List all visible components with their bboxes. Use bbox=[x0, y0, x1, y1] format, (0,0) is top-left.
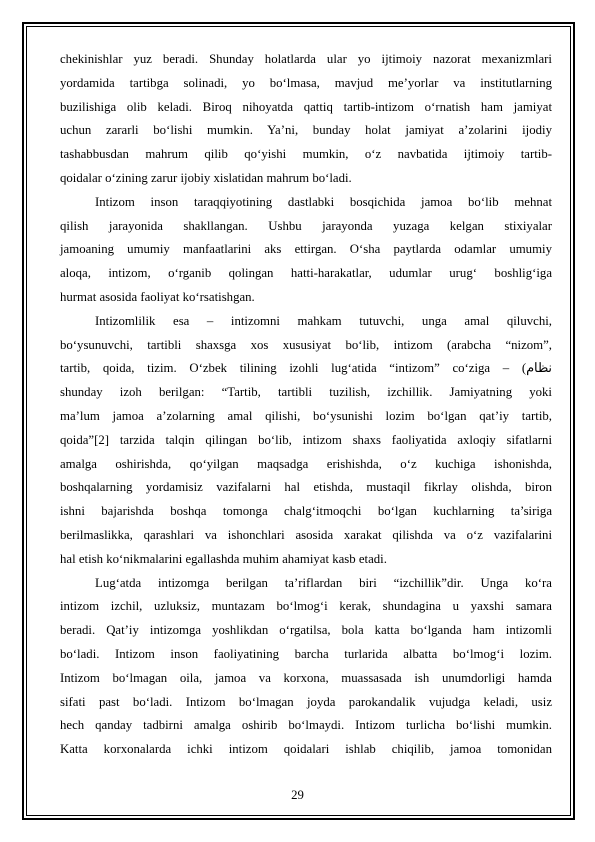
text-line: hurmat asosida faoliyat ko‘rsatishgan. bbox=[60, 289, 255, 304]
text-line: yordamida tartibga solinadi, yo bo‘lmasa, mavjud me’yorlar va institutlarning bbox=[60, 75, 552, 90]
page-number: 29 bbox=[291, 788, 304, 802]
text-line: buzilishiga olib keladi. Biroq nihoyatda qattiq tartib-intizom o‘rnatish ham jamiyat bbox=[60, 99, 552, 114]
text-line: qilish jarayonida shakllangan. Ushbu jarayonda yuzaga kelgan stixiyalar bbox=[60, 218, 552, 233]
text-line: hech qanday tadbirni amalga oshirib bo‘lmaydi. Intizom turlicha bo‘lishi mumkin. bbox=[60, 718, 552, 733]
text-line: ishni bajarishda boshqa tomonga chalg‘itmoqchi bo‘lgan kuchlarning ta’siriga bbox=[60, 504, 552, 519]
text-line: bo‘ladi. Intizom inson faoliyatining barcha turlarida albatta bo‘lmog‘i lozim. bbox=[60, 646, 552, 661]
text-line: Intizom bo‘lmagan oila, jamoa va korxona, muassasada ish unumdorligi hamda bbox=[60, 670, 552, 685]
text-line: boshqalarning yordamisiz vazifalarni hal etishda, mustaqil fikrlay olishda, biron bbox=[60, 480, 552, 495]
text-line: hal etish ko‘nikmalarini egallashda muhim ahamiyat kasb etadi. bbox=[60, 551, 387, 566]
text-line: aloqa, intizom, o‘rganib qolingan hatti-harakatlar, udumlar urug‘ boshlig‘iga bbox=[60, 266, 552, 281]
text-line: amalga oshirishda, qo‘yilgan maqsadga erishishda, o‘z kuchiga ishonishda, bbox=[60, 456, 552, 471]
text-line: ma’lum jamoa a’zolarning amal qilishi, bo‘ysunishi lozim bo‘lgan qat’iy tartib, bbox=[60, 408, 552, 423]
text-line: tashabbusdan mahrum qilib qo‘yishi mumkin, o‘z navbatida ijtimoiy tartib- bbox=[60, 147, 552, 162]
document-body bbox=[60, 48, 552, 762]
text-line: chekinishlar yuz beradi. Shunday holatlarda ular yo ijtimoiy nazorat mexanizmlari bbox=[60, 52, 552, 66]
text-line: Katta korxonalarda ichki intizom qoidalari ishlab chiqilib, jamoa tomonidan bbox=[60, 742, 552, 757]
text-line: beradi. Qat’iy intizomga yoshlikdan o‘rgatilsa, bola katta bo‘lganda ham intizomli bbox=[60, 623, 552, 638]
text-line: uchun zararli bo‘lishi mumkin. Ya’ni, bunday holat jamiyat a’zolarini ijodiy bbox=[60, 123, 552, 138]
text-line: qoidalar o‘zining zarur ijobiy xislatidan mahrum bo‘ladi. bbox=[60, 170, 352, 185]
text-line: berilmaslikka, qarashlari va ishonchlari asosida xarakat qilishda va o‘z vazifalarini bbox=[60, 527, 552, 542]
text-line: jamoaning umumiy manfaatlarini aks ettirgan. O‘sha paytlarda odamlar umumiy bbox=[60, 242, 552, 257]
text-line: نظام) – tartib, qoida, tizim. O‘zbek tilining izohli lug‘atida “intizom” co‘ziga bbox=[60, 361, 552, 376]
paragraph-first-line: Lug‘atda intizomga berilgan ta’riflardan biri “izchillik”dir. Unga ko‘ra bbox=[95, 575, 552, 590]
text-line: sifati past bo‘ladi. Intizom bo‘lmagan joyda parokandalik vujudga keladi, usiz bbox=[60, 694, 552, 709]
paragraph-first-line: Intizom inson taraqqiyotining dastlabki bosqichida jamoa bo‘lib mehnat bbox=[95, 194, 552, 209]
text-line: shunday izoh berilgan: “Tartib, tartibli tuzilish, izchillik. Jamiyatning yoki bbox=[60, 385, 552, 400]
paragraph-first-line: Intizomlilik esa – intizomni mahkam tutuvchi, unga amal qiluvchi, bbox=[95, 313, 552, 328]
text-line: bo‘ysunuvchi, tartibli shaxsga xos xususiyat bo‘lib, intizom (arabcha “nizom”, bbox=[60, 337, 552, 352]
text-line: qoida”[2] tarzida talqin qilingan bo‘lib, intizom shaxs faoliyatida axloqiy sifatlarni bbox=[60, 432, 552, 447]
text-line: intizom izchil, uzluksiz, muntazam bo‘lmog‘i kerak, shundagina u yaxshi samara bbox=[60, 599, 552, 614]
